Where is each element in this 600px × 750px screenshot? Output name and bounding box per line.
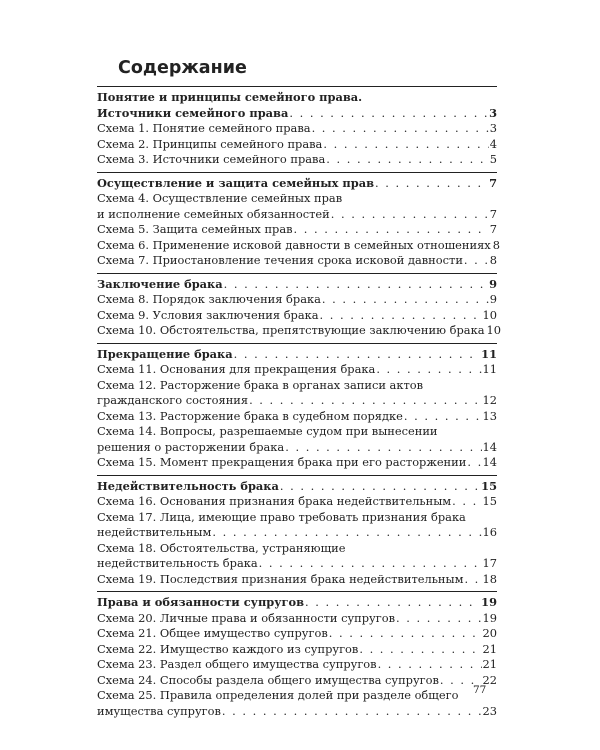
leader-dots — [323, 137, 488, 153]
toc-entry[interactable] — [97, 308, 497, 324]
leader-dots — [329, 626, 482, 642]
leader-dots — [280, 479, 480, 495]
toc-page-number: 21 — [482, 657, 497, 671]
toc-page-number: 22 — [482, 672, 497, 687]
toc-entry-text: Схема 18. Обстоятельства, устраняющие — [97, 540, 346, 555]
toc-entry-text: решения о расторжении брака — [97, 439, 285, 454]
toc-entry-text: недействительным — [97, 525, 212, 539]
toc-entry-text: Заключение брака — [97, 276, 223, 291]
toc-page-number: 9 — [489, 292, 497, 306]
toc-entry-text: Схема 24. Способы раздела общего имущества супругов — [97, 672, 439, 687]
toc-entry[interactable] — [97, 572, 497, 588]
toc-chapter-heading[interactable] — [97, 176, 497, 192]
toc-entry[interactable] — [97, 222, 497, 238]
toc-entry[interactable] — [97, 121, 497, 137]
leader-dots — [452, 494, 481, 510]
leader-dots — [331, 207, 489, 223]
leader-dots — [464, 572, 481, 588]
leader-dots — [359, 642, 481, 658]
leader-dots — [396, 611, 482, 627]
toc-entry-text: Схема 19. Последствия признания брака недействительным — [97, 571, 464, 586]
toc-entry[interactable] — [97, 292, 497, 308]
toc-page-number: 15 — [481, 478, 497, 493]
toc-entry[interactable] — [97, 378, 497, 394]
toc-page-number: 13 — [482, 408, 497, 423]
toc-chapter-heading[interactable] — [97, 106, 497, 122]
toc-entry[interactable] — [97, 191, 497, 207]
toc-entry-text: Схема 25. Правила определения долей при разделе общего — [97, 688, 459, 702]
leader-dots — [320, 308, 482, 324]
toc-entry[interactable] — [97, 642, 497, 658]
leader-dots — [404, 409, 482, 425]
toc-entry-text: Схема 10. Обстоятельства, препятствующие заключению брака — [97, 323, 485, 337]
toc-entry[interactable] — [97, 440, 497, 456]
toc-page-number: 7 — [489, 206, 497, 221]
table-of-contents — [97, 86, 501, 723]
toc-page-number: 3 — [489, 105, 497, 120]
toc-chapter-heading[interactable] — [97, 595, 497, 611]
toc-section — [97, 591, 497, 719]
toc-page-number: 21 — [482, 641, 497, 656]
leader-dots — [375, 176, 488, 192]
toc-page-number: 8 — [492, 237, 500, 252]
leader-dots — [212, 525, 481, 541]
toc-entry[interactable] — [97, 688, 497, 704]
toc-page-number: 10 — [486, 323, 501, 337]
toc-page-number: 17 — [482, 556, 497, 570]
toc-page-number: 14 — [482, 439, 497, 454]
toc-page-number: 16 — [482, 525, 497, 539]
toc-entry[interactable] — [97, 556, 497, 572]
leader-dots — [326, 152, 489, 168]
toc-entry-text: Схема 4. Осуществление семейных прав — [97, 191, 343, 205]
toc-entry-text: Схема 8. Порядок заключения брака — [97, 292, 321, 306]
page-title: Содержание — [118, 58, 247, 78]
toc-chapter-heading[interactable] — [97, 277, 497, 293]
toc-entry-text: Схема 1. Понятие семейного права — [97, 121, 311, 135]
toc-entry[interactable] — [97, 393, 497, 409]
toc-section — [97, 172, 500, 269]
page-number: 77 — [473, 684, 487, 696]
toc-page-number: 12 — [482, 393, 497, 407]
toc-page-number: 19 — [481, 595, 497, 609]
toc-entry-text: недействительность брака — [97, 556, 258, 570]
toc-entry-text: Схема 11. Основания для прекращения брака — [97, 362, 376, 376]
toc-page-number: 11 — [481, 346, 497, 361]
leader-dots — [234, 347, 480, 363]
toc-entry[interactable] — [97, 424, 497, 440]
toc-chapter-heading[interactable] — [97, 90, 497, 106]
toc-section — [97, 86, 497, 168]
toc-entry[interactable] — [97, 673, 497, 689]
toc-chapter-heading[interactable] — [97, 479, 497, 495]
toc-entry-text: Схема 21. Общее имущество супругов — [97, 626, 328, 640]
toc-entry-text: Схема 23. Раздел общего имущества супругов — [97, 657, 377, 671]
toc-entry[interactable] — [97, 541, 497, 557]
leader-dots — [259, 556, 482, 572]
leader-dots — [467, 455, 481, 471]
toc-entry-text: Схема 6. Применение исковой давности в семейных отношениях — [97, 237, 491, 252]
toc-entry-text: Схема 15. Момент прекращения брака при его расторжении — [97, 455, 467, 469]
leader-dots — [378, 657, 482, 673]
toc-entry[interactable] — [97, 323, 501, 339]
toc-page-number: 7 — [489, 175, 497, 190]
toc-entry[interactable] — [97, 525, 497, 541]
toc-page-number: 10 — [482, 307, 497, 322]
toc-page-number: 7 — [489, 222, 497, 236]
toc-entry-text: Схема 20. Личные права и обязанности супругов — [97, 610, 395, 625]
toc-page-number: 19 — [482, 610, 497, 625]
leader-dots — [249, 393, 481, 409]
toc-entry-text: Схема 12. Расторжение брака в органах записи актов — [97, 377, 424, 392]
toc-entry[interactable] — [97, 362, 497, 378]
toc-entry-text: Схема 3. Источники семейного права — [97, 152, 326, 166]
toc-entry-text: Понятие и принципы семейного права. — [97, 90, 363, 104]
toc-section — [97, 343, 497, 471]
toc-page-number: 14 — [482, 455, 497, 469]
toc-entry-text: Схема 13. Расторжение брака в судебном порядке — [97, 408, 403, 423]
toc-entry-text: Схема 5. Защита семейных прав — [97, 222, 293, 236]
toc-entry[interactable] — [97, 494, 497, 510]
toc-entry-text: Схема 14. Вопросы, разрешаемые судом при вынесении — [97, 424, 438, 438]
toc-entry[interactable] — [97, 237, 500, 254]
toc-entry-text: Осуществление и защита семейных прав — [97, 175, 375, 190]
toc-chapter-heading[interactable] — [97, 347, 497, 363]
toc-entry[interactable] — [97, 409, 497, 425]
toc-entry[interactable] — [97, 253, 497, 269]
toc-entry[interactable] — [97, 207, 497, 223]
toc-entry[interactable] — [97, 704, 497, 720]
toc-page-number: 9 — [489, 276, 497, 291]
toc-page-number: 8 — [489, 253, 497, 267]
toc-entry-text: Права и обязанности супругов — [97, 595, 305, 609]
leader-dots — [376, 362, 481, 378]
toc-entry[interactable] — [97, 152, 497, 168]
toc-page-number: 11 — [482, 362, 497, 376]
toc-section — [97, 273, 501, 339]
toc-entry-text: и исполнение семейных обязанностей — [97, 206, 330, 221]
toc-entry-text: гражданского состояния — [97, 393, 249, 407]
leader-dots — [322, 292, 489, 308]
leader-dots — [294, 222, 489, 238]
toc-entry[interactable] — [97, 137, 497, 153]
toc-entry-text: Схема 7. Приостановление течения срока исковой давности — [97, 253, 463, 267]
leader-dots — [312, 121, 489, 137]
toc-entry-text: Схема 17. Лица, имеющие право требовать признания брака — [97, 509, 466, 524]
toc-entry[interactable] — [97, 657, 497, 673]
toc-entry-text: Схема 16. Основания признания брака недействительным — [97, 494, 452, 508]
leader-dots — [222, 704, 482, 720]
toc-entry[interactable] — [97, 455, 497, 471]
toc-page-number: 4 — [489, 136, 497, 151]
toc-entry-text: Источники семейного права — [97, 105, 289, 120]
leader-dots — [305, 595, 480, 611]
toc-entry-text: Прекращение брака — [97, 346, 233, 361]
toc-entry-text: Схема 2. Принципы семейного права — [97, 136, 323, 151]
toc-page-number: 5 — [489, 152, 497, 166]
leader-dots — [289, 106, 488, 122]
toc-section — [97, 475, 497, 588]
toc-entry-text: имущества супругов — [97, 703, 221, 718]
toc-page-number: 20 — [482, 626, 497, 640]
toc-page-number: 23 — [482, 703, 497, 718]
leader-dots — [285, 440, 481, 456]
toc-page-number: 15 — [482, 494, 497, 508]
toc-page-number: 3 — [489, 121, 497, 135]
leader-dots — [464, 253, 489, 269]
toc-entry-text: Схема 22. Имущество каждого из супругов — [97, 641, 359, 656]
toc-entry-text: Схема 9. Условия заключения брака — [97, 307, 319, 322]
toc-entry[interactable] — [97, 626, 497, 642]
toc-entry-text: Недействительность брака — [97, 478, 279, 493]
leader-dots — [224, 277, 488, 293]
toc-entry[interactable] — [97, 510, 497, 526]
toc-entry[interactable] — [97, 611, 497, 627]
toc-page-number: 18 — [482, 571, 497, 586]
